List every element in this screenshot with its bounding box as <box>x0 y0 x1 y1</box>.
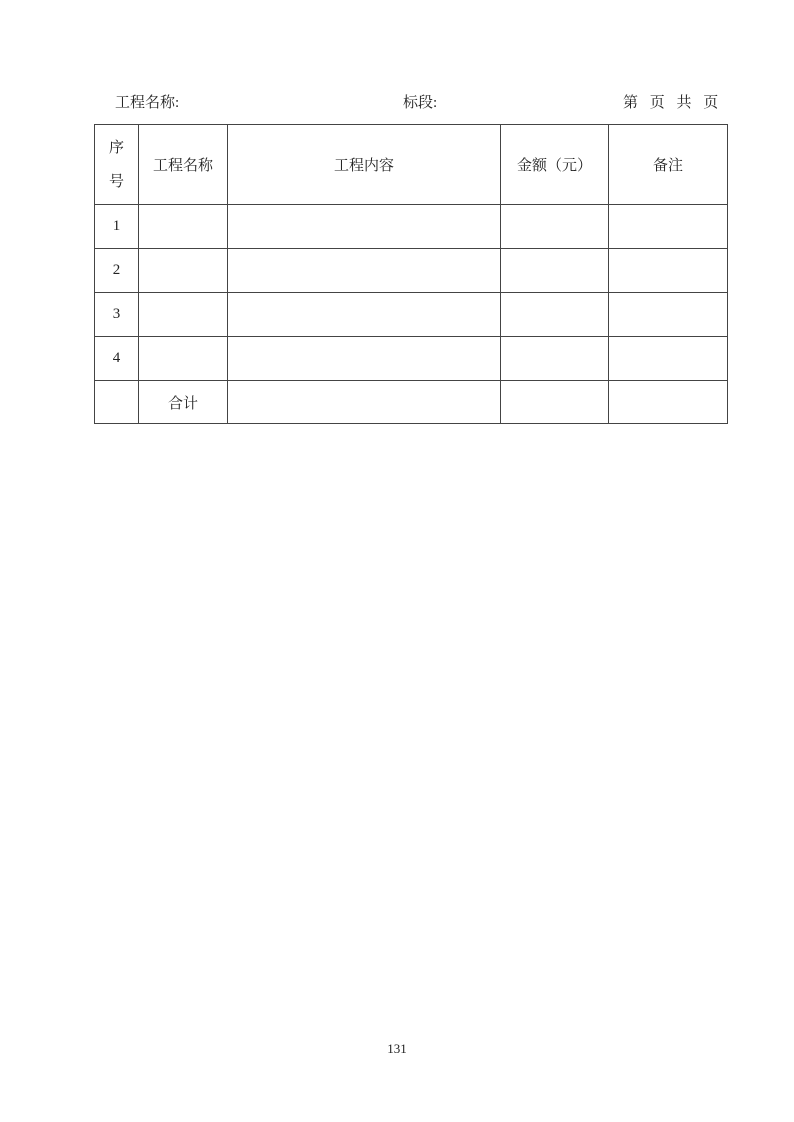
header-project-name: 工程名称 <box>139 125 228 205</box>
cell-serial-number <box>95 381 139 424</box>
cell-amount <box>501 205 609 249</box>
cell-project-name <box>139 293 228 337</box>
page-number: 131 <box>387 1041 407 1056</box>
cell-project-content <box>228 293 501 337</box>
header-amount-yuan: 金额（元） <box>501 125 609 205</box>
cell-amount <box>501 337 609 381</box>
cell-remarks <box>609 249 728 293</box>
cell-serial-number: 1 <box>95 205 139 249</box>
cell-remarks <box>609 293 728 337</box>
cell-amount <box>501 293 609 337</box>
cell-project-name <box>139 249 228 293</box>
header-serial-number-label: 序号 <box>108 139 124 190</box>
cell-project-content <box>228 205 501 249</box>
table-header-row <box>95 125 728 205</box>
cell-amount <box>501 381 609 424</box>
cell-serial-number: 3 <box>95 293 139 337</box>
cell-remarks <box>609 381 728 424</box>
cell-remarks <box>609 205 728 249</box>
cell-project-content <box>228 337 501 381</box>
cell-remarks <box>609 337 728 381</box>
table-row <box>95 249 728 293</box>
cell-amount <box>501 249 609 293</box>
engineering-cost-table <box>94 124 728 424</box>
header-project-content: 工程内容 <box>228 125 501 205</box>
table-row <box>95 337 728 381</box>
cell-serial-number: 2 <box>95 249 139 293</box>
header-remarks: 备注 <box>609 125 728 205</box>
cell-serial-number: 4 <box>95 337 139 381</box>
project-name-label: 工程名称: <box>115 95 180 111</box>
cell-project-content <box>228 381 501 424</box>
total-row <box>95 381 728 424</box>
table-row <box>95 205 728 249</box>
meta-line <box>0 94 794 114</box>
cell-project-content <box>228 249 501 293</box>
header-serial-number <box>95 125 139 205</box>
section-label: 标段: <box>403 95 438 111</box>
table-row <box>95 293 728 337</box>
cell-project-name <box>139 337 228 381</box>
pagination-label: 第 页 共 页 <box>623 95 719 111</box>
cell-project-name <box>139 205 228 249</box>
total-label: 合计 <box>139 381 228 424</box>
